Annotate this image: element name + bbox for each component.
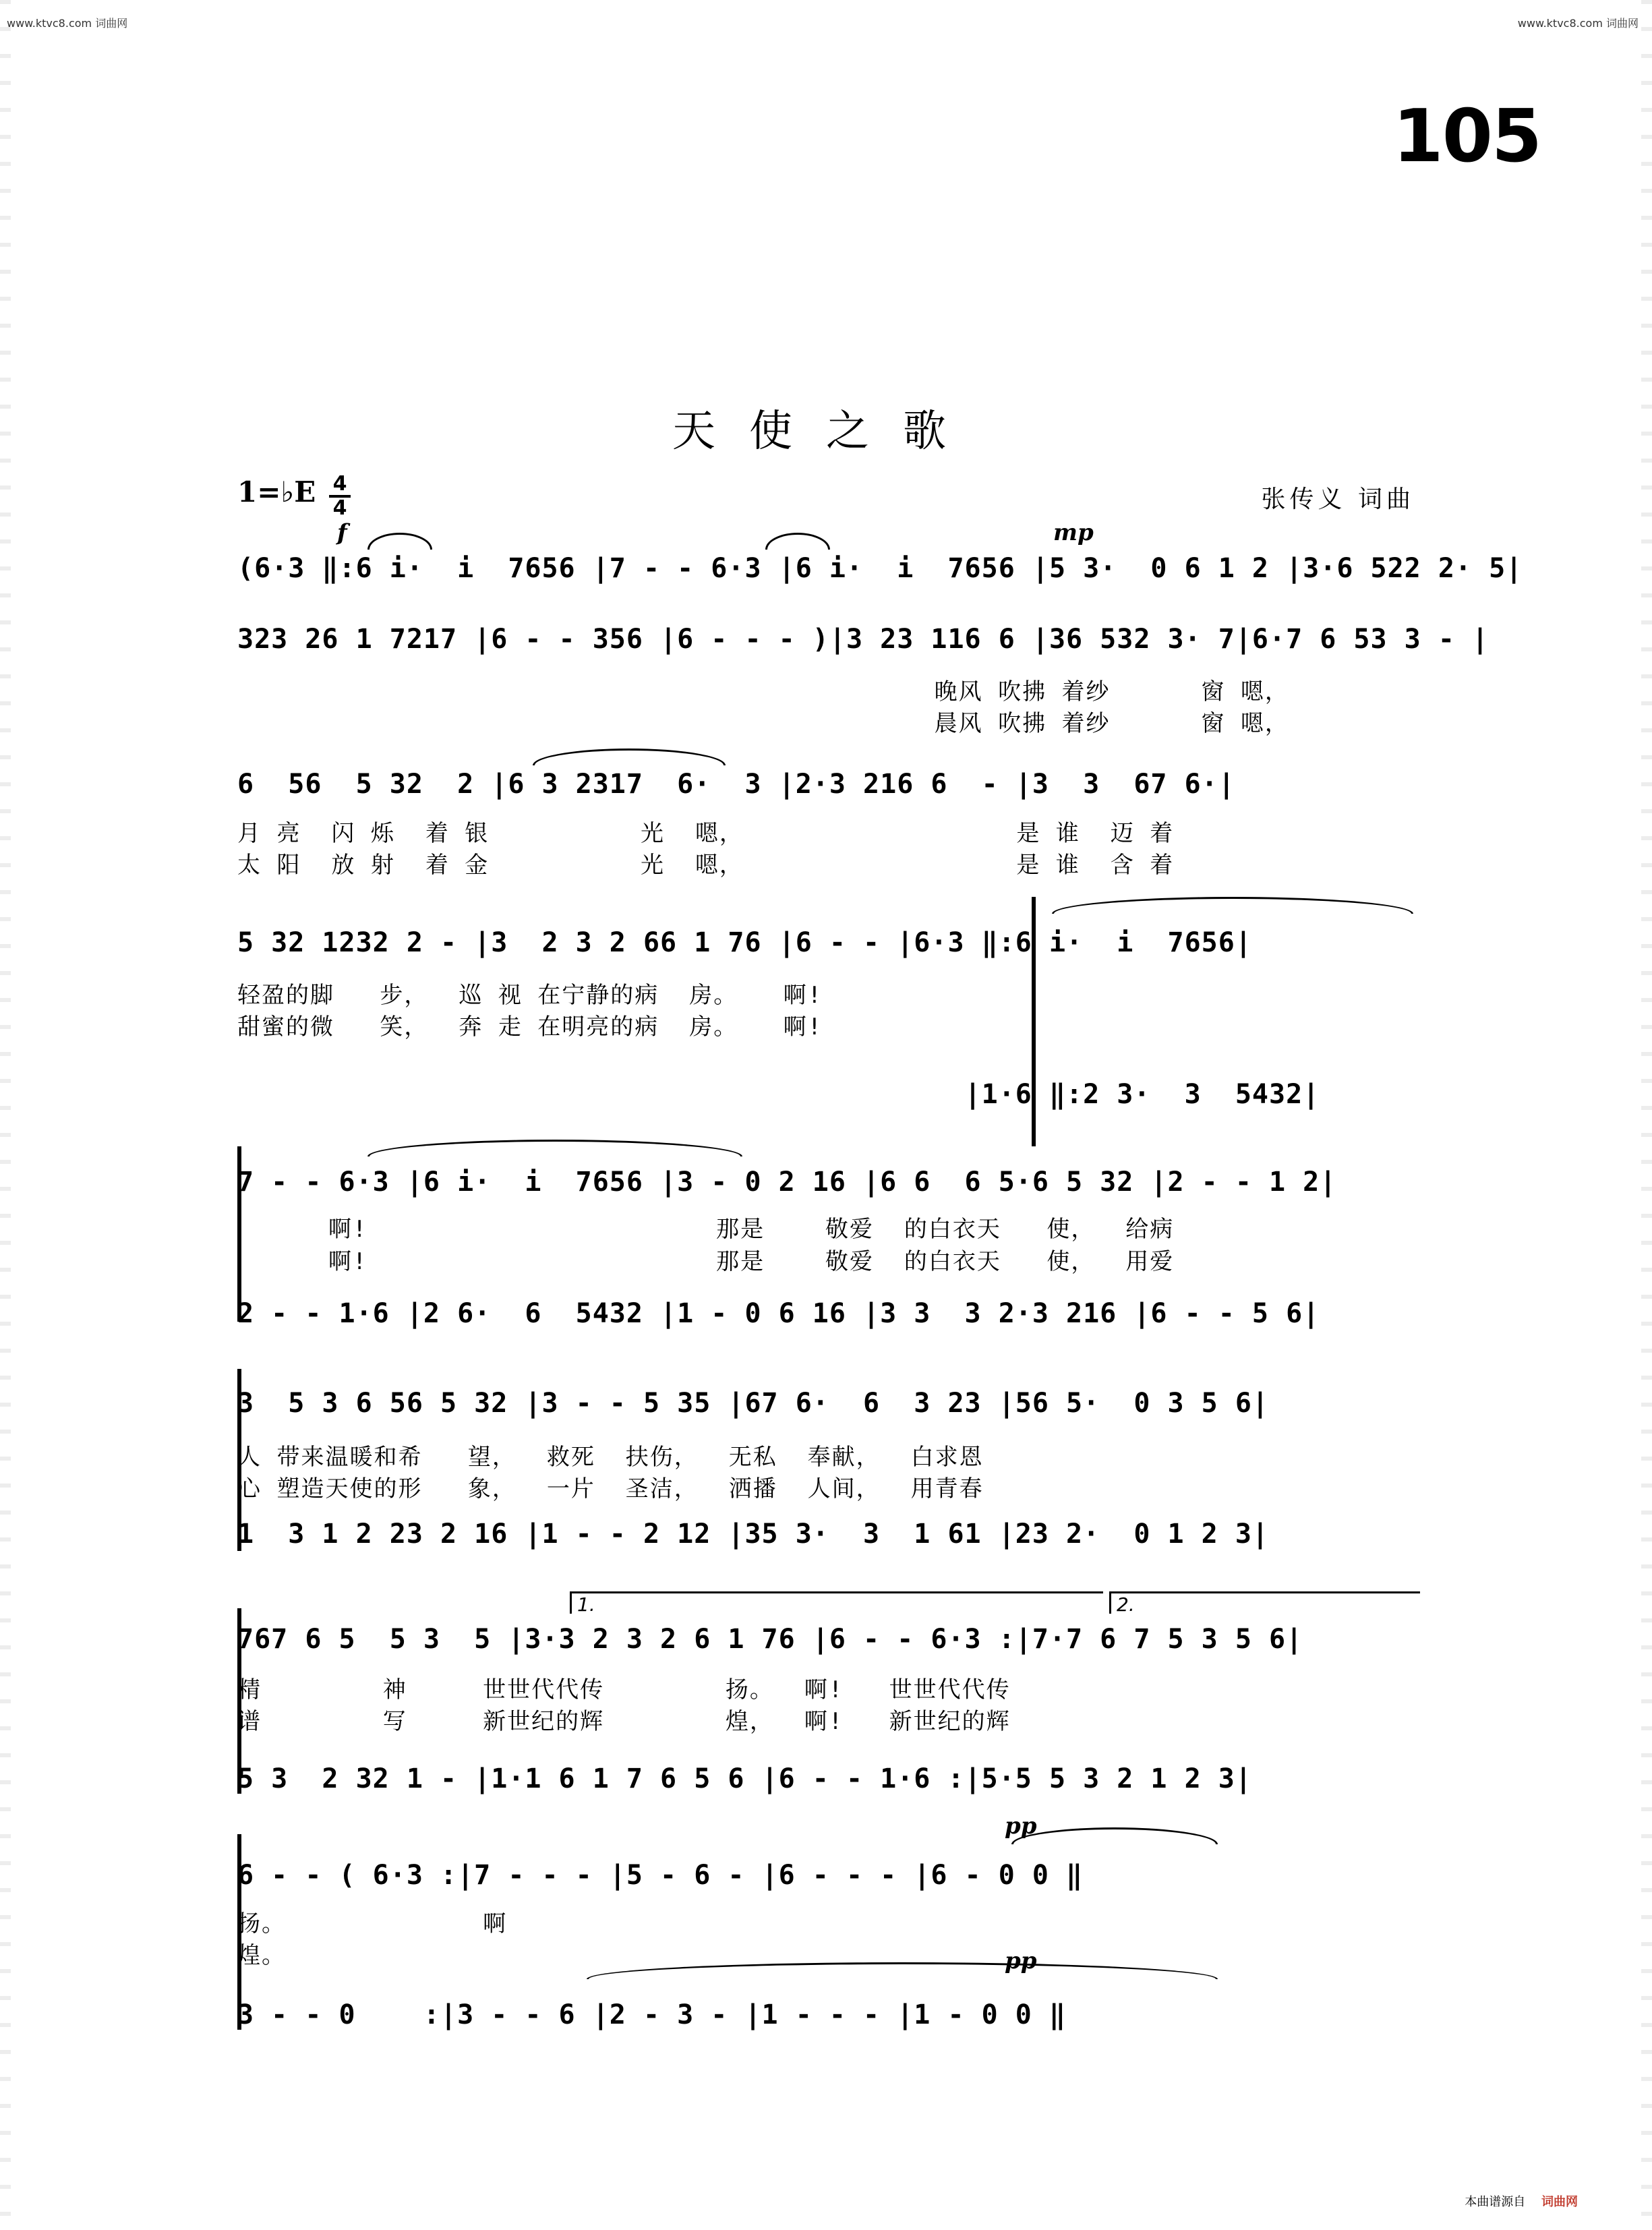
lyric-line-verse2: 太 阳 放 射 着 金 光 嗯， 是 谁 含 着 — [237, 852, 1175, 879]
footer-brand[interactable]: 词曲网 — [1541, 2195, 1578, 2209]
lyric-line-verse2: 煌。 — [237, 1942, 286, 1969]
key-signature: 1=♭E — [237, 475, 316, 508]
second-ending-bracket: 2. — [1109, 1591, 1420, 1614]
phrase-slur — [367, 533, 432, 550]
dynamic-marking: mp — [1053, 519, 1094, 546]
time-signature — [329, 474, 351, 519]
notation-row: 767 6 5 5 3 5 |3·3 2 3 2 6 1 76 |6 - - 6·3 :|7·7 6 7 5 3 5 6| — [237, 1624, 1303, 1655]
lyric-line-verse1: 扬。 啊 — [237, 1910, 508, 1937]
time-signature-bottom: 4 — [332, 496, 347, 520]
lyric-line-verse1: 啊! 那是 敬爱 的白衣天 使， 给病 — [237, 1216, 1175, 1243]
first-ending-bracket: 1. — [570, 1591, 1103, 1614]
notation-row: 3 5 3 6 56 5 32 |3 - - 5 35 |67 6· 6 3 23 |56 5· 0 3 5 6| — [237, 1388, 1270, 1419]
notation-row-lower: 1 3 1 2 23 2 16 |1 - - 2 12 |35 3· 3 1 61 |23 2· 0 1 2 3| — [237, 1519, 1270, 1550]
notation-row: 6 - - ( 6·3 :|7 - - - |5 - 6 - |6 - - - |6 - 0 0 ‖ — [237, 1860, 1084, 1891]
notation-row: 323 26 1 7217 |6 - - 356 |6 - - - )|3 23 116 6 |36 532 3· 7|6·7 6 53 3 - | — [237, 624, 1489, 655]
phrase-slur — [1052, 897, 1413, 914]
left-edge-pattern — [0, 0, 11, 2230]
dynamic-marking: f — [337, 519, 347, 546]
notation-row: (6·3 ‖:6 i· i 7656 |7 - - 6·3 |6 i· i 7656 |5 3· 0 6 1 2 |3·6 522 2· 5| — [237, 553, 1523, 584]
notation-row-lower: 5 3 2 32 1 - |1·1 6 1 7 6 5 6 |6 - - 1·6 :|5·5 5 3 2 1 2 3| — [237, 1763, 1252, 1794]
lyric-line-verse1: 人 带来温暖和希 望， 救死 扶伤， 无私 奉献， 白求恩 — [237, 1444, 984, 1471]
footer-source: 本曲谱源自 — [1465, 2195, 1526, 2209]
song-title: 天使之歌 — [672, 407, 980, 457]
notation-row: 7 - - 6·3 |6 i· i 7656 |3 - 0 2 16 |6 6 6 5·6 5 32 |2 - - 1 2| — [237, 1167, 1337, 1198]
phrase-slur — [1011, 1827, 1218, 1844]
notation-row-lower: |1·6 ‖:2 3· 3 5432| — [237, 1079, 1320, 1110]
lyric-line-verse1: 精 神 世世代代传 扬。 啊! 世世代代传 — [237, 1676, 1011, 1703]
site-watermark-left: www.ktvc8.com 词曲网 — [7, 17, 128, 30]
lyric-line-verse2: 晨风 吹拂 着纱 窗 嗯， — [237, 710, 1289, 737]
footer-credit — [1465, 2192, 1578, 2210]
notation-row: 5 32 1232 2 - |3 2 3 2 66 1 76 |6 - - |6·3 ‖:6 i· i 7656| — [237, 927, 1252, 958]
phrase-slur — [367, 1140, 742, 1156]
lyric-line-verse1: 月 亮 闪 烁 着 银 光 嗯， 是 谁 迈 着 — [237, 820, 1175, 847]
site-watermark-right: www.ktvc8.com 词曲网 — [1517, 17, 1639, 30]
notation-row-lower: 2 - - 1·6 |2 6· 6 5432 |1 - 0 6 16 |3 3 3 2·3 216 |6 - - 5 6| — [237, 1298, 1320, 1329]
lyric-line-verse2: 甜蜜的微 笑， 奔 走 在明亮的病 房。 啊! — [237, 1014, 823, 1040]
lyric-line-verse1: 轻盈的脚 步， 巡 视 在宁静的病 房。 啊! — [237, 982, 823, 1009]
author-credit: 张传义 词曲 — [1261, 486, 1415, 513]
lyric-line-verse2: 心 塑造天使的形 象， 一片 圣洁， 洒播 人间， 用青春 — [237, 1475, 984, 1502]
dynamic-marking: pp — [1005, 1947, 1037, 1974]
lyric-line-verse2: 谱 写 新世纪的辉 煌， 啊! 新世纪的辉 — [237, 1708, 1011, 1735]
dynamic-marking: pp — [1005, 1813, 1037, 1840]
right-edge-pattern — [1641, 0, 1652, 2230]
page-number: 105 — [1392, 94, 1541, 179]
lyric-line-verse1: 晚风 吹拂 着纱 窗 嗯， — [237, 678, 1289, 705]
notation-row-lower: 3 - - 0 :|3 - - 6 |2 - 3 - |1 - - - |1 - 0 0 ‖ — [237, 1999, 1067, 2030]
notation-row: 6 56 5 32 2 |6 3 2317 6· 3 |2·3 216 6 - |3 3 67 6·| — [237, 769, 1235, 800]
lyric-line-verse2: 啊! 那是 敬爱 的白衣天 使， 用爱 — [237, 1248, 1175, 1275]
phrase-slur — [533, 749, 726, 765]
time-signature-top: 4 — [332, 472, 347, 496]
phrase-slur — [765, 533, 830, 550]
